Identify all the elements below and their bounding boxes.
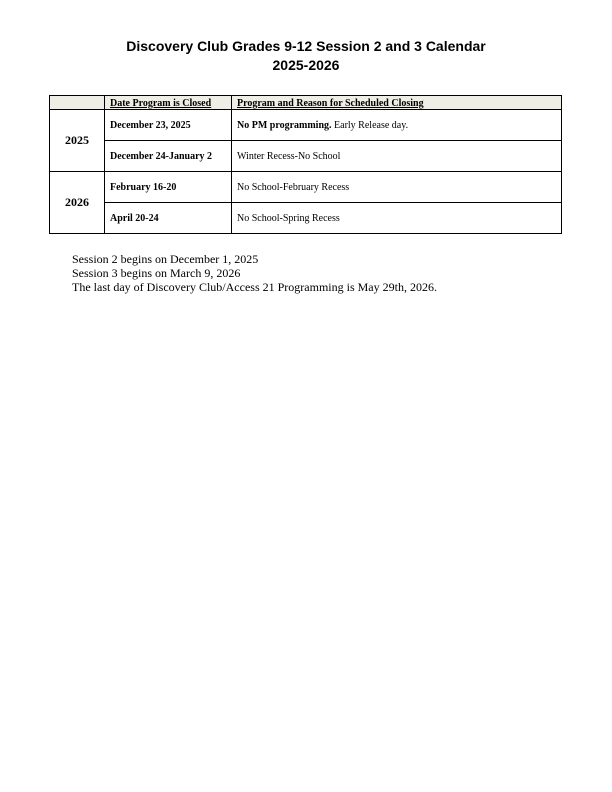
table-row [50, 172, 562, 203]
table-row [50, 110, 562, 141]
date-cell: December 23, 2025 [105, 110, 232, 141]
reason-cell [232, 172, 562, 203]
reason-text: Winter Recess-No School [237, 150, 341, 162]
reason-cell [232, 110, 562, 141]
header-reason: Program and Reason for Scheduled Closing [232, 96, 562, 110]
note-session-2: Session 2 begins on December 1, 2025 [72, 252, 259, 266]
reason-cell [232, 141, 562, 172]
reason-cell [232, 203, 562, 234]
date-cell: December 24-January 2 [105, 141, 232, 172]
table-header-row [50, 96, 562, 110]
note-last-day: The last day of Discovery Club/Access 21 Programming is May 29th, 2026. [72, 280, 437, 294]
note-session-3: Session 3 begins on March 9, 2026 [72, 266, 241, 280]
reason-bold-text: No PM programming. [237, 119, 332, 131]
header-year [50, 96, 105, 110]
reason-text: No School-February Recess [237, 181, 350, 193]
date-cell: February 16-20 [105, 172, 232, 203]
session-notes [72, 252, 437, 294]
date-cell: April 20-24 [105, 203, 232, 234]
page-subtitle-year: 2025-2026 [272, 57, 340, 73]
year-cell: 2025 [50, 110, 105, 172]
header-date-closed: Date Program is Closed [105, 96, 232, 110]
closing-schedule-table [49, 95, 562, 234]
table-row [50, 203, 562, 234]
table-row [50, 141, 562, 172]
reason-text: Early Release day. [331, 119, 409, 131]
page-title: Discovery Club Grades 9-12 Session 2 and 3 Calendar [126, 38, 486, 54]
reason-text: No School-Spring Recess [237, 212, 340, 224]
year-cell: 2026 [50, 172, 105, 234]
